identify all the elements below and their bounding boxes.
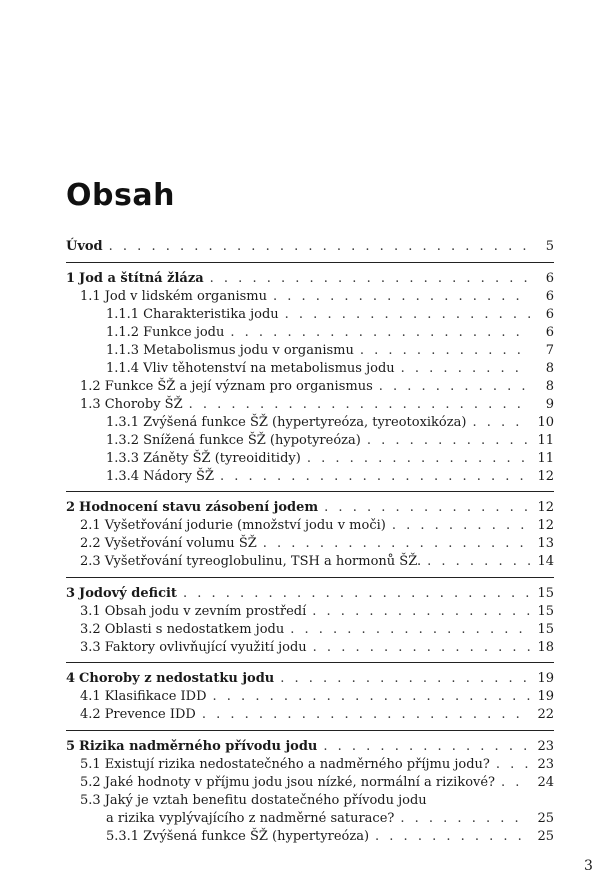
toc-number: 3.1 (80, 604, 101, 619)
toc-label: Nádory ŠŽ (143, 469, 214, 484)
toc-entry[interactable] (80, 756, 554, 774)
toc-label: Oblasti s nedostatkem jodu (104, 622, 285, 637)
toc-number: 3.2 (80, 622, 101, 637)
toc-label: Jaké hodnoty v příjmu jodu jsou nízké, normální a rizikové? (104, 775, 496, 790)
toc-label: Vyšetřování tyreoglobulinu, TSH a hormonů ŠŽ. (104, 554, 422, 569)
toc-page: 19 (537, 671, 554, 686)
dot-leader (323, 738, 530, 756)
toc-number: 5.2 (80, 775, 101, 790)
toc-label: Zvýšená funkce ŠŽ (hypertyreóza, tyreotoxikóza) (143, 415, 467, 430)
toc-page: 6 (545, 325, 554, 340)
toc-number: 1.1.1 (106, 307, 140, 322)
dot-leader (280, 670, 530, 688)
toc-page: 15 (537, 622, 554, 637)
dot-leader (220, 468, 530, 486)
dot-leader (472, 414, 530, 432)
toc-label: Jaký je vztah benefitu dostatečného přívodu jodu (104, 793, 427, 808)
dot-leader (312, 603, 530, 621)
dot-leader (427, 553, 530, 571)
toc-number: 1.1.3 (106, 343, 140, 358)
toc-number: 5.3 (80, 793, 101, 808)
toc-entry-chapter-3[interactable] (66, 585, 554, 603)
toc-entry[interactable] (80, 706, 554, 724)
dot-leader (501, 774, 530, 792)
toc-page: 5 (545, 239, 554, 254)
toc-number: 5.3.1 (106, 829, 140, 844)
toc-label: Prevence IDD (104, 707, 196, 722)
toc-number: 1.1.4 (106, 361, 140, 376)
toc-page: 23 (537, 757, 554, 772)
page-number: 3 (584, 858, 593, 874)
toc-entry[interactable] (80, 639, 554, 657)
toc-number: 1.3 (80, 397, 101, 412)
toc-number: 2.1 (80, 518, 101, 533)
toc-label: Hodnocení stavu zásobení jodem (79, 500, 319, 515)
toc-number: 2 (66, 500, 76, 515)
dot-leader (324, 499, 530, 517)
toc-entry-continuation[interactable] (106, 810, 554, 828)
dot-leader (313, 639, 530, 657)
toc-label: Choroby z nedostatku jodu (79, 671, 275, 686)
toc-number: 1.3.1 (106, 415, 140, 430)
dot-leader (379, 378, 530, 396)
toc-label: Funkce ŠŽ a její význam pro organismus (104, 379, 373, 394)
toc-number: 4 (66, 671, 76, 686)
toc-label: Jod a štítná žláza (79, 271, 204, 286)
toc-entry[interactable] (106, 450, 554, 468)
toc-label: Vliv těhotenství na metabolismus jodu (143, 361, 395, 376)
toc-page: 7 (545, 343, 554, 358)
dot-leader (392, 517, 530, 535)
toc-page: 14 (537, 554, 554, 569)
toc-page: 6 (545, 307, 554, 322)
toc-page: 10 (537, 415, 554, 430)
toc-number: 2.3 (80, 554, 101, 569)
toc-page: 6 (545, 271, 554, 286)
toc-label: a rizika vyplývajícího z nadměrné saturace? (106, 811, 395, 826)
toc-page: 25 (537, 811, 554, 826)
toc-label: Úvod (66, 239, 103, 254)
toc-page: 23 (537, 739, 554, 754)
dot-leader (375, 828, 530, 846)
section-divider (66, 662, 554, 663)
dot-leader (273, 288, 530, 306)
toc-entry[interactable] (80, 288, 554, 306)
toc-entry[interactable] (106, 342, 554, 360)
toc-entry[interactable] (80, 553, 554, 571)
toc-entry[interactable] (80, 621, 554, 639)
toc-number: 2.2 (80, 536, 101, 551)
toc-entry[interactable] (80, 792, 554, 810)
toc-label: Jod v lidském organismu (104, 289, 268, 304)
toc-page: 15 (537, 586, 554, 601)
toc-label: Charakteristika jodu (143, 307, 279, 322)
toc-page: 19 (537, 689, 554, 704)
dot-leader (360, 342, 530, 360)
toc-entry[interactable] (80, 603, 554, 621)
dot-leader (496, 756, 530, 774)
toc-page: 8 (545, 361, 554, 376)
toc-entry-chapter-2[interactable] (66, 499, 554, 517)
dot-leader (210, 270, 530, 288)
dot-leader (213, 688, 530, 706)
toc-page: 18 (537, 640, 554, 655)
toc-page: 8 (545, 379, 554, 394)
toc-entry-intro[interactable] (66, 238, 554, 256)
toc-page: 9 (545, 397, 554, 412)
toc-number: 1.3.2 (106, 433, 140, 448)
toc-number: 1.1 (80, 289, 101, 304)
toc-label: Vyšetřování jodurie (množství jodu v moči) (104, 518, 386, 533)
section-divider (66, 262, 554, 263)
section-divider (66, 491, 554, 492)
dot-leader (230, 324, 530, 342)
toc-label: Jodový deficit (79, 586, 177, 601)
toc-entry[interactable] (106, 360, 554, 378)
toc-label: Vyšetřování volumu ŠŽ (104, 536, 257, 551)
dot-leader (109, 238, 530, 256)
toc-entry[interactable] (80, 517, 554, 535)
section-divider (66, 577, 554, 578)
dot-leader (263, 535, 530, 553)
dot-leader (401, 360, 530, 378)
toc-page: 12 (537, 469, 554, 484)
toc-number: 5.1 (80, 757, 101, 772)
toc-page: 24 (537, 775, 554, 790)
dot-leader (202, 706, 530, 724)
dot-leader (307, 450, 530, 468)
toc-label: Zvýšená funkce ŠŽ (hypertyreóza) (143, 829, 370, 844)
toc-entry[interactable] (80, 535, 554, 553)
toc-page: 12 (537, 518, 554, 533)
toc-entry[interactable] (106, 468, 554, 486)
dot-leader (400, 810, 530, 828)
toc-label: Obsah jodu v zevním prostředí (104, 604, 307, 619)
toc-page: 13 (537, 536, 554, 551)
toc-entry-chapter-1[interactable] (66, 270, 554, 288)
toc-page: 25 (537, 829, 554, 844)
toc-label: Funkce jodu (143, 325, 225, 340)
toc-number: 4.1 (80, 689, 101, 704)
dot-leader (367, 432, 530, 450)
toc-entry[interactable] (80, 378, 554, 396)
toc-entry[interactable] (106, 432, 554, 450)
toc-label: Záněty ŠŽ (tyreoiditidy) (143, 451, 301, 466)
toc-number: 4.2 (80, 707, 101, 722)
toc-entry[interactable] (106, 828, 554, 846)
toc-number: 1 (66, 271, 76, 286)
toc-number: 1.1.2 (106, 325, 140, 340)
toc-page: 22 (537, 707, 554, 722)
dot-leader (189, 396, 530, 414)
toc-entry[interactable] (80, 774, 554, 792)
dot-leader (290, 621, 530, 639)
toc-number: 1.2 (80, 379, 101, 394)
toc-entry[interactable] (80, 688, 554, 706)
toc-label: Metabolismus jodu v organismu (143, 343, 354, 358)
toc-number: 1.3.3 (106, 451, 140, 466)
toc-page: 15 (537, 604, 554, 619)
toc-number: 3.3 (80, 640, 101, 655)
toc-label: Snížená funkce ŠŽ (hypotyreóza) (143, 433, 361, 448)
toc-entry[interactable] (106, 324, 554, 342)
toc-number: 1.3.4 (106, 469, 140, 484)
dot-leader (285, 306, 530, 324)
section-divider (66, 730, 554, 731)
toc-label: Rizika nadměrného přívodu jodu (79, 739, 318, 754)
toc-number: 5 (66, 739, 76, 754)
toc-entry-chapter-4[interactable] (66, 670, 554, 688)
toc-label: Choroby ŠŽ (104, 397, 183, 412)
toc-label: Faktory ovlivňující využití jodu (104, 640, 307, 655)
toc-entry[interactable] (80, 396, 554, 414)
page-title: Obsah (66, 178, 175, 213)
toc-entry-chapter-5[interactable] (66, 738, 554, 756)
toc-number: 3 (66, 586, 76, 601)
toc-entry[interactable] (106, 306, 554, 324)
toc-entry[interactable] (106, 414, 554, 432)
toc-page: 12 (537, 500, 554, 515)
dot-leader (183, 585, 530, 603)
toc-label: Klasifikace IDD (104, 689, 207, 704)
toc-page: 6 (545, 289, 554, 304)
toc-label: Existují rizika nedostatečného a nadměrného příjmu jodu? (104, 757, 490, 772)
toc-page: 11 (537, 433, 554, 448)
toc-page: 11 (537, 451, 554, 466)
